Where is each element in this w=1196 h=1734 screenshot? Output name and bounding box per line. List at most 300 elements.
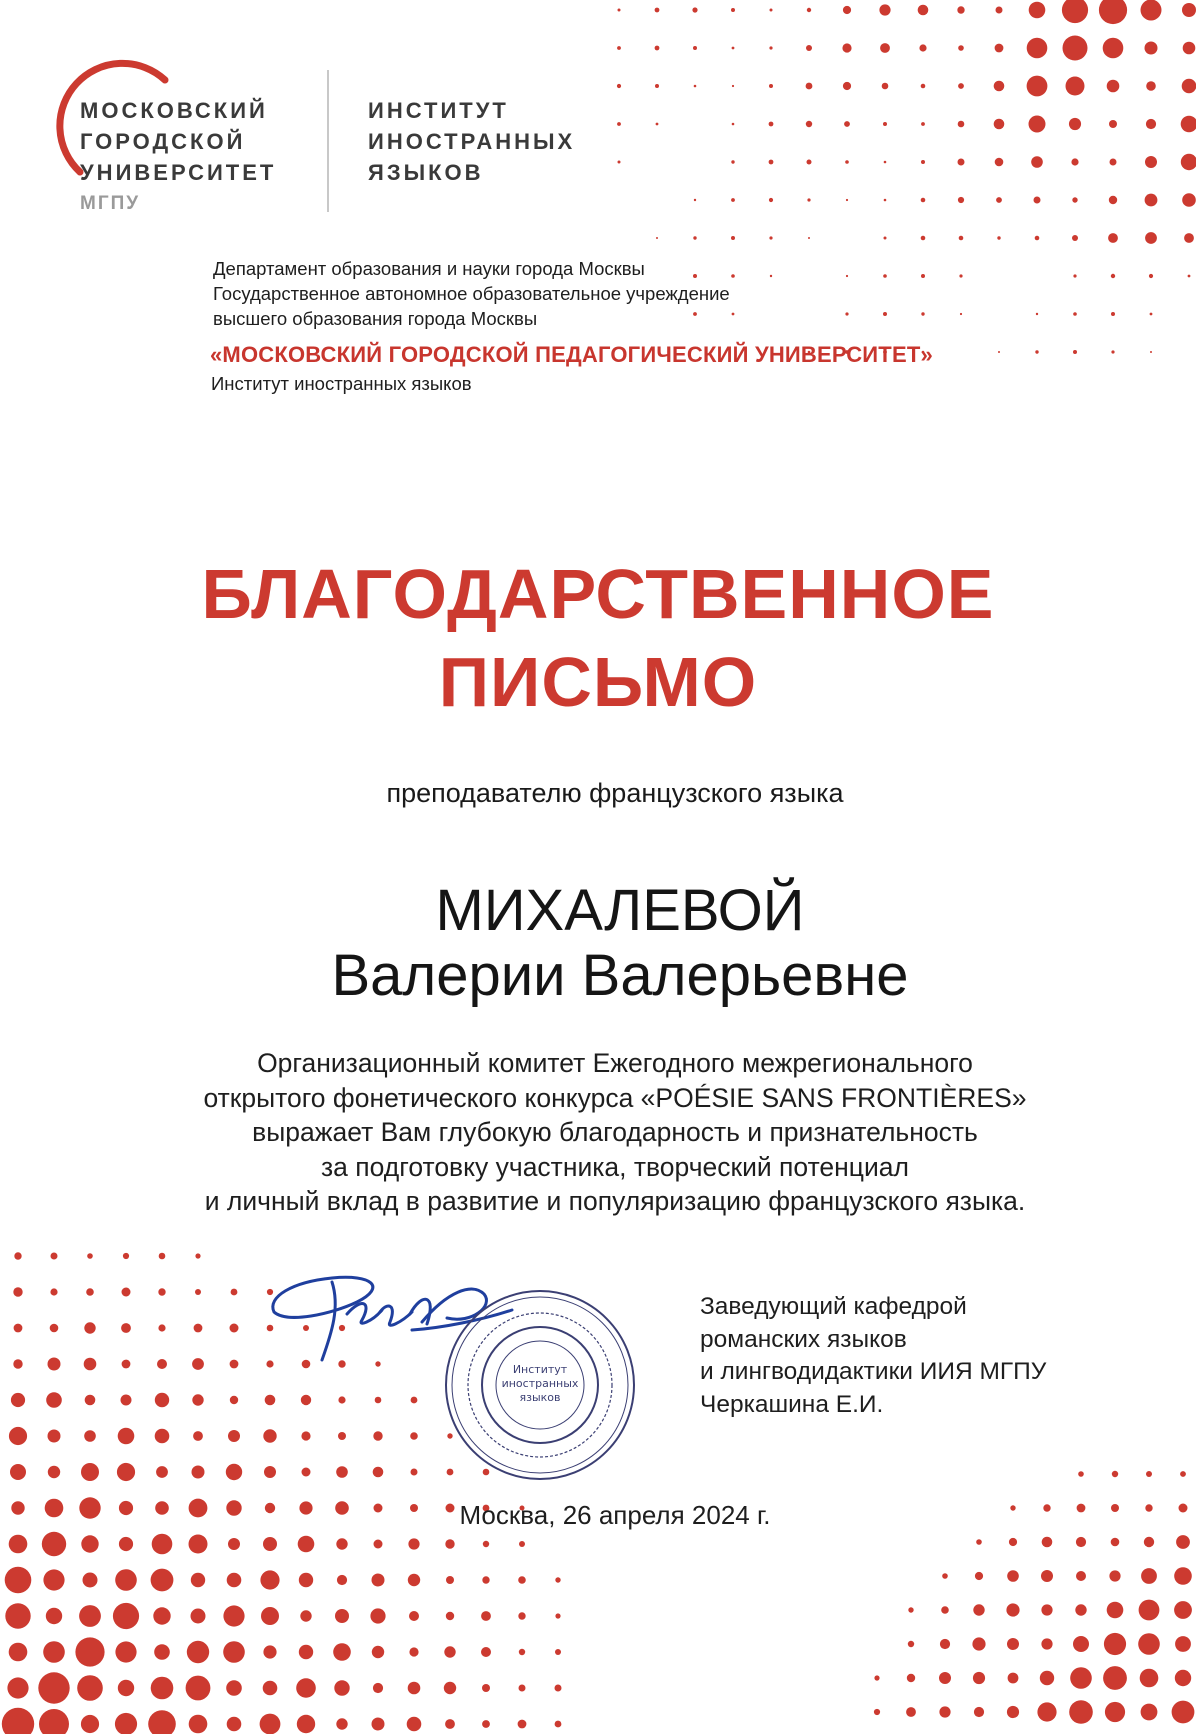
logo-divider [327,70,329,212]
decorative-dot [43,1569,64,1590]
decorative-dot [260,1714,281,1734]
decorative-dot [1139,1600,1160,1621]
stamp-line: иностранных [501,1377,579,1390]
decorative-dot [731,236,735,240]
decorative-dot [445,1719,455,1729]
decorative-dot [884,237,887,240]
decorative-dot [481,1647,491,1657]
decorative-dot [193,1431,203,1441]
decorative-dot [81,1463,99,1481]
decorative-dot [921,274,925,278]
decorative-dot [959,274,962,277]
logo-line: ИНОСТРАННЫХ [368,129,576,154]
decorative-dot [187,1641,209,1663]
decorative-dot [337,1575,347,1585]
decorative-dot [411,1469,418,1476]
decorative-dot [617,46,621,50]
decorative-dot [1070,1667,1092,1689]
decorative-dot [446,1612,454,1620]
decorative-dot [122,1360,131,1369]
decorative-dot [81,1535,98,1552]
decorative-dot [1174,1567,1192,1585]
decorative-dot [769,160,774,165]
decorative-dot [942,1573,948,1579]
decorative-dot [518,1612,525,1619]
decorative-dot [1109,1570,1120,1581]
decorative-dot [335,1609,349,1623]
decorative-dot [1034,197,1041,204]
decorative-dot [995,158,1004,167]
decorative-dot [263,1681,278,1696]
decorative-dot [806,45,812,51]
decorative-dot [1145,42,1158,55]
signatory-line: и лингводидактики ИИЯ МГПУ [700,1358,1047,1385]
logo-line: МОСКОВСКИЙ [80,98,268,123]
decorative-dot [192,1466,205,1479]
decorative-dot [693,236,696,239]
decorative-dot [617,84,621,88]
decorative-dot [919,44,926,51]
decorative-dot [86,1288,94,1296]
decorative-dot [1031,156,1043,168]
decorative-dot [153,1607,170,1624]
decorative-dot [408,1682,421,1695]
body-line: за подготовку участника, творческий потенциал [321,1151,909,1182]
decorative-dot [48,1466,60,1478]
decorative-dot [845,160,849,164]
decorative-dot [874,1709,880,1715]
decorative-dot [1149,274,1153,278]
decorative-dot [1104,1633,1126,1655]
decorative-dot [731,198,735,202]
decorative-dot [618,161,621,164]
decorative-dot [79,1605,101,1627]
decorative-dot [1073,274,1076,277]
decorative-dot [906,1707,916,1717]
decorative-dot [372,1646,384,1658]
decorative-dot [1108,233,1118,243]
decorative-dot [482,1684,490,1692]
decorative-dot [302,1468,311,1477]
decorative-dot [1076,1571,1086,1581]
decorative-dot [732,313,735,316]
decorative-dot [159,1253,166,1260]
decorative-dot [77,1675,103,1701]
decorative-dot [446,1576,454,1584]
decorative-dot [731,8,735,12]
decorative-dot [14,1252,21,1259]
decorative-dot [83,1573,98,1588]
decorative-dot [769,236,772,239]
decorative-dot [1111,274,1115,278]
decorative-dot [1140,1669,1159,1688]
decorative-dot [874,1675,879,1680]
decorative-dot [884,161,887,164]
decorative-dot [769,198,773,202]
decorative-dot [519,1685,526,1692]
decorative-dot [769,46,772,49]
decorative-dot [50,1324,59,1333]
decorative-dot [1040,1671,1054,1685]
decorative-dot [1071,158,1078,165]
decorative-dot [732,85,734,87]
decorative-dot [296,1678,316,1698]
recipient-given-names: Валерии Валерьевне [331,943,909,1008]
header-line: Государственное автономное образовательное учреждение [213,283,730,304]
decorative-dot [842,43,851,52]
decorative-dot [1009,1538,1017,1546]
decorative-dot [518,1720,527,1729]
decorative-dot [1176,1535,1190,1549]
header-line: высшего образования города Москвы [213,308,538,329]
decorative-dot [1007,1570,1019,1582]
decorative-dot [883,312,887,316]
decorative-dot [1107,80,1120,93]
decorative-dot [921,198,926,203]
decorative-dot [1072,197,1077,202]
header-line: Департамент образования и науки города Москвы [213,258,645,279]
decorative-dot [46,1608,62,1624]
decorative-dot [973,1604,984,1615]
decorative-dot [1072,235,1078,241]
decorative-dot [694,199,696,201]
decorative-dot [113,1603,139,1629]
decorative-dot [85,1395,96,1406]
decorative-dot [973,1672,985,1684]
decorative-dot [843,82,851,90]
decorative-dot [158,1288,165,1295]
decorative-dot [1105,1702,1125,1722]
decorative-dot [2,1708,34,1734]
decorative-dot [921,122,925,126]
decorative-dot [1041,1638,1052,1649]
decorative-dot [261,1607,279,1625]
decorative-dot [976,1539,982,1545]
signatory-name: Черкашина Е.И. [700,1390,884,1418]
decorative-dot [1175,1636,1191,1652]
decorative-dot [732,123,735,126]
decorative-dot [1109,120,1117,128]
decorative-dot [118,1680,134,1696]
decorative-dot [995,44,1004,53]
title-line: ПИСЬМО [438,643,758,721]
body-line: Организационный комитет Ежегодного межрегионального [257,1048,973,1078]
decorative-dot [333,1643,351,1661]
decorative-dot [157,1359,167,1369]
decorative-dot [1027,38,1048,59]
decorative-dot [1035,236,1040,241]
decorative-dot [770,275,772,277]
decorative-dot [1181,116,1196,133]
signatory-line: Заведующий кафедрой [700,1293,967,1320]
decorative-dot [300,1610,311,1621]
decorative-dot [13,1287,22,1296]
body-line: выражает Вам глубокую благодарность и признательность [252,1117,978,1147]
decorative-dot [298,1536,315,1553]
decorative-dot [121,1395,132,1406]
decorative-dot [48,1430,61,1443]
decorative-dot [10,1464,26,1480]
decorative-dot [1112,1471,1118,1477]
decorative-dot [1103,38,1124,59]
decorative-dot [338,1432,346,1440]
decorative-dot [994,81,1005,92]
decorative-dot [148,1710,176,1734]
decorative-dot [1041,1570,1053,1582]
decorative-dot [1175,1670,1191,1686]
decorative-dot [1029,2,1046,19]
decorative-dot [51,1253,58,1260]
decorative-dot [189,1715,208,1734]
institute-name: Институт иностранных языков [211,373,472,394]
decorative-dot [808,237,810,239]
decorative-dot [374,1540,383,1549]
decorative-dot [115,1569,137,1591]
decorative-dot [921,236,926,241]
decorative-dot [409,1647,418,1656]
decorative-dot [555,1577,560,1582]
decorative-dot [265,1395,276,1406]
official-stamp [440,1285,640,1485]
decorative-dot [1103,1666,1127,1690]
decorative-dot [9,1643,28,1662]
decorative-dot [152,1534,173,1555]
decorative-dot [1066,77,1085,96]
decorative-dot [444,1646,455,1657]
decorative-dot [81,1715,99,1733]
decorative-dot [119,1537,133,1551]
decorative-dot [223,1641,245,1663]
decorative-dot [1174,1601,1192,1619]
decorative-dot [297,1715,315,1733]
decorative-dot [482,1576,489,1583]
decorative-dot [299,1645,313,1659]
decorative-dot [655,46,660,51]
decorative-dot [1073,350,1077,354]
decorative-dot [84,1358,97,1371]
decorative-dot [482,1720,490,1728]
decorative-dot [154,1644,170,1660]
logo-institute [368,95,575,188]
logo-line: ИНСТИТУТ [368,98,509,123]
decorative-dot [195,1289,201,1295]
decorative-dot [555,1649,561,1655]
decorative-dot [481,1611,491,1621]
decorative-dot [1180,1471,1186,1477]
stamp-line: языков [519,1391,561,1404]
decorative-dot [1007,1638,1019,1650]
decorative-dot [9,1427,27,1445]
decorative-dot [1111,1538,1120,1547]
decorative-dot [939,1706,950,1717]
decorative-dot [958,159,965,166]
decorative-dot [1182,3,1196,17]
decorative-dot [84,1430,96,1442]
decorative-dot [410,1432,418,1440]
decorative-dot [372,1718,385,1731]
decorative-dot [38,1672,69,1703]
decorative-dot [192,1358,204,1370]
decorative-dot [1029,116,1046,133]
decorative-dot [1145,194,1158,207]
decorative-dot [373,1683,383,1693]
decorative-dot [191,1609,206,1624]
decorative-dot [1150,313,1153,316]
decorative-dot [845,312,848,315]
decorative-dot [445,1539,454,1548]
decorative-dot [375,1397,382,1404]
decorative-dot [1111,350,1114,353]
decorative-dot [940,1639,950,1649]
decorative-dot [189,1535,208,1554]
decorative-dot [1183,42,1196,55]
decorative-dot [618,9,621,12]
decorative-dot [409,1611,419,1621]
signatory-block [700,1291,1046,1421]
decorative-dot [693,46,697,50]
decorative-dot [656,123,659,126]
decorative-dot [117,1463,135,1481]
recipient-position: преподавателю французского языка [386,778,844,808]
decorative-dot [115,1641,136,1662]
decorative-dot [118,1428,135,1445]
decorative-dot [1141,1704,1158,1721]
logo-line: УНИВЕРСИТЕТ [80,160,277,185]
decorative-dot [263,1645,276,1658]
decorative-dot [960,313,962,315]
decorative-dot [1027,76,1048,97]
decorative-dot [230,1324,239,1333]
decorative-dot [882,83,889,90]
decorative-dot [1110,159,1117,166]
decorative-dot [883,274,887,278]
decorative-dot [194,1324,203,1333]
decorative-dot [227,1573,242,1588]
decorative-dot [806,83,813,90]
decorative-dot [617,122,621,126]
decorative-dot [519,1541,525,1547]
decorative-dot [226,1464,242,1480]
letter-body [0,1046,1196,1219]
decorative-dot [87,1253,93,1259]
decorative-dot [9,1535,28,1554]
decorative-dot [230,1360,239,1369]
decorative-dot [223,1605,244,1626]
body-line: и личный вклад в развитие и популяризацию французского языка. [204,1186,1026,1216]
decorative-dot [519,1649,525,1655]
decorative-dot [1111,312,1115,316]
decorative-dot [1062,0,1088,23]
decorative-dot [1063,36,1088,61]
decorative-dot [974,1707,984,1717]
decorative-dot [1073,312,1077,316]
decorative-dot [121,1323,131,1333]
decorative-dot [1078,1471,1084,1477]
decorative-dot [336,1718,347,1729]
decorative-dot [338,1396,345,1403]
decorative-dot [959,236,964,241]
decorative-dot [555,1721,562,1728]
decorative-dot [1041,1604,1052,1615]
decorative-dot [408,1538,419,1549]
decorative-dot [958,83,964,89]
decorative-dot [336,1466,348,1478]
decorative-dot [846,199,848,201]
decorative-dot [13,1359,22,1368]
decorative-dot [1007,1706,1019,1718]
decorative-dot [975,1572,983,1580]
decorative-dot [518,1576,526,1584]
decorative-dot [769,84,773,88]
decorative-dot [907,1674,915,1682]
decorative-dot [48,1358,61,1371]
decorative-dot [555,1613,560,1618]
decorative-dot [807,8,811,12]
decorative-dot [230,1396,238,1404]
logo-abbr: МГПУ [80,193,141,214]
decorative-dot [1172,1701,1195,1724]
decorative-dot [807,160,812,165]
decorative-dot [1075,1604,1086,1615]
decorative-dot [11,1393,25,1407]
decorative-dot [1073,1636,1089,1652]
body-line: открытого фонетического конкурса «POÉSIE SANS FRONTIÈRES» [203,1082,1027,1113]
issuer-header [213,256,730,331]
decorative-dot [411,1397,418,1404]
decorative-dot [1145,232,1157,244]
decorative-dot [1141,1568,1157,1584]
decorative-dot [879,4,890,15]
decorative-dot [227,1717,242,1732]
decorative-dot [769,122,774,127]
decorative-dot [231,1289,238,1296]
decorative-dot [972,1637,985,1650]
decorative-dot [880,43,890,53]
decorative-dot [921,84,926,89]
decorative-dot [1188,275,1191,278]
decorative-dot [372,1574,385,1587]
decorative-dot [958,197,964,203]
logo-line: ЯЗЫКОВ [368,160,484,185]
decorative-dot [155,1429,170,1444]
decorative-dot [998,351,1000,353]
decorative-dot [301,1395,311,1405]
decorative-dot [1184,233,1194,243]
decorative-dot [939,1672,951,1684]
decorative-dot [957,6,964,13]
decorative-dot [156,1466,168,1478]
decorative-dot [958,45,964,51]
decorative-dot [555,1685,562,1692]
decorative-dot [994,119,1005,130]
decorative-dot [1069,118,1081,130]
decorative-dot [921,160,925,164]
decorative-dot [373,1467,384,1478]
decorative-dot [1076,1537,1086,1547]
signatory-line: романских языков [700,1325,907,1353]
decorative-dot [883,122,887,126]
decorative-dot [1008,1673,1019,1684]
decorative-dot [186,1676,211,1701]
university-name: «МОСКОВСКИЙ ГОРОДСКОЙ ПЕДАГОГИЧЕСКИЙ УНИВЕРСИТЕТ» [210,342,933,367]
decorative-dot [1146,81,1156,91]
decorative-dot [732,47,735,50]
decorative-dot [1150,351,1152,353]
decorative-dot [1035,350,1038,353]
decorative-dot [921,312,924,315]
decorative-dot [75,1637,104,1666]
decorative-dot [195,1253,200,1258]
